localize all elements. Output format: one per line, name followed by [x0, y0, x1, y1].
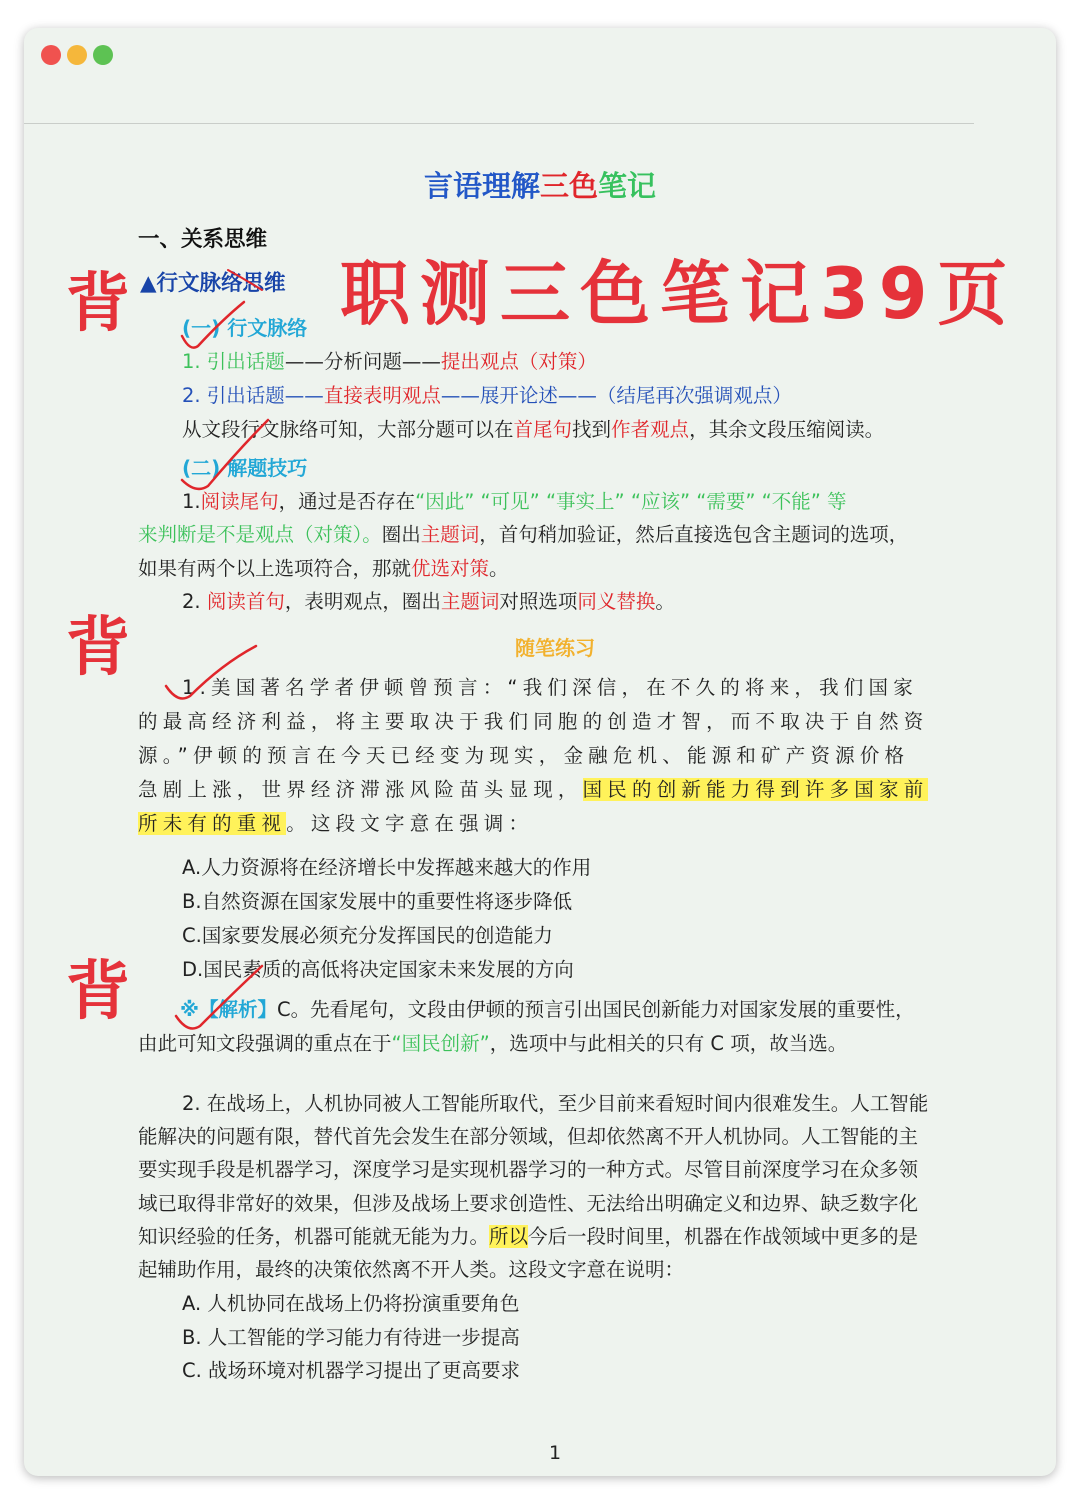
tip1-line-3: 如果有两个以上选项符合，那就优选对策。 — [138, 557, 509, 580]
flow-line-2: 2. 引出话题——直接表明观点——展开论述——（结尾再次强调观点） — [182, 384, 792, 407]
title-part-blue: 言语理解 — [423, 169, 540, 203]
subsection-heading: ▲行文脉络思维 — [140, 271, 286, 296]
q1-option-a: A.人力资源将在经济增长中发挥越来越大的作用 — [182, 856, 592, 879]
page-number: 1 — [548, 1442, 562, 1464]
part2-heading: (二) 解题技巧 — [182, 456, 308, 480]
q2-line-4: 域已取得非常好的效果，但涉及战场上要求创造性、无法给出明确定义和边界、缺乏数字化 — [138, 1192, 919, 1215]
checkmark-1 — [182, 302, 244, 348]
q2-line-5: 知识经验的任务，机器可能就无能为力。所以今后一段时间里，机器在作战领域中更多的是 — [138, 1225, 919, 1248]
q2-line-1: 2. 在战场上，人机协同被人工智能所取代，至少目前来看短时间内很难发生。人工智能 — [182, 1092, 929, 1115]
practice-title: 随笔练习 — [515, 636, 595, 660]
q1-analysis-line-2: 由此可知文段强调的重点在于“国民创新”，选项中与此相关的只有 C 项，故当选。 — [138, 1032, 848, 1055]
q1-option-d: D.国民素质的高低将决定国家未来发展的方向 — [182, 958, 574, 981]
q1-highlight-2: 所未有的重视 — [138, 812, 287, 835]
handwritten-overlay-title: 职测三色笔记39页 — [340, 253, 1018, 335]
title-part-red: 三色 — [539, 169, 598, 203]
q1-analysis-line-1: ※【解析】C。先看尾句，文段由伊顿的预言引出国民创新能力对国家发展的重要性， — [180, 998, 915, 1021]
q2-option-b: B. 人工智能的学习能力有待进一步提高 — [182, 1326, 520, 1349]
checkmark-2 — [228, 270, 262, 290]
bei-mark-2: 背 — [66, 611, 130, 685]
q2-option-a: A. 人机协同在战场上仍将扮演重要角色 — [182, 1292, 520, 1315]
bei-mark-3: 背 — [66, 955, 130, 1029]
checkmark-4 — [166, 646, 256, 698]
bei-mark-1: 背 — [66, 267, 130, 341]
checkmark-5 — [176, 966, 262, 1028]
title-part-green: 笔记 — [598, 169, 657, 203]
q2-option-c: C. 战场环境对机器学习提出了更高要求 — [182, 1359, 521, 1382]
q1-line-3: 源。”伊顿的预言在今天已经变为现实，金融危机、能源和矿产资源价格 — [138, 744, 910, 767]
tip2-line: 2. 阅读首句，表明观点，圈出主题词对照选项同义替换。 — [182, 590, 675, 613]
q1-line-4: 急剧上涨，世界经济滞涨风险苗头显现，国民的创新能力得到许多国家前 — [138, 778, 929, 801]
flow-line-1: 1. 引出话题——分析问题——提出观点（对策） — [182, 350, 597, 373]
q1-highlight-1: 国民的创新能力得到许多国家前 — [582, 778, 929, 801]
q1-line-1: 1.美国著名学者伊顿曾预言：“我们深信，在不久的将来，我们国家 — [182, 676, 918, 699]
section-heading: 一、关系思维 — [138, 227, 268, 252]
q2-line-3: 要实现手段是机器学习，深度学习是实现机器学习的一种方式。尽管目前深度学习在众多领 — [138, 1158, 919, 1181]
flow-summary: 从文段行文脉络可知，大部分题可以在首尾句找到作者观点，其余文段压缩阅读。 — [182, 418, 885, 441]
q1-option-b: B.自然资源在国家发展中的重要性将逐步降低 — [182, 890, 573, 913]
checkmark-3 — [182, 420, 268, 489]
q1-option-c: C.国家要发展必须充分发挥国民的创造能力 — [182, 924, 553, 947]
tip1-line-2: 来判断是不是观点（对策）。圈出主题词，首句稍加验证，然后直接选包含主题词的选项， — [138, 523, 909, 546]
q1-line-5: 所未有的重视。这段文字意在强调： — [138, 812, 534, 835]
tip1-line-1: 1.阅读尾句，通过是否存在“因此” “可见” “事实上” “应该” “需要” “不能” 等 — [182, 490, 847, 513]
q1-line-2: 的最高经济利益，将主要取决于我们同胞的创造才智，而不取决于自然资 — [138, 710, 929, 733]
q2-line-2: 能解决的问题有限，替代首先会发生在部分领域，但却依然离不开人机协同。人工智能的主 — [138, 1125, 919, 1148]
q2-highlight: 所以 — [489, 1225, 529, 1248]
q2-line-6: 起辅助作用，最终的决策依然离不开人类。这段文字意在说明： — [138, 1258, 685, 1281]
part1-heading: (一) 行文脉络 — [182, 316, 308, 340]
